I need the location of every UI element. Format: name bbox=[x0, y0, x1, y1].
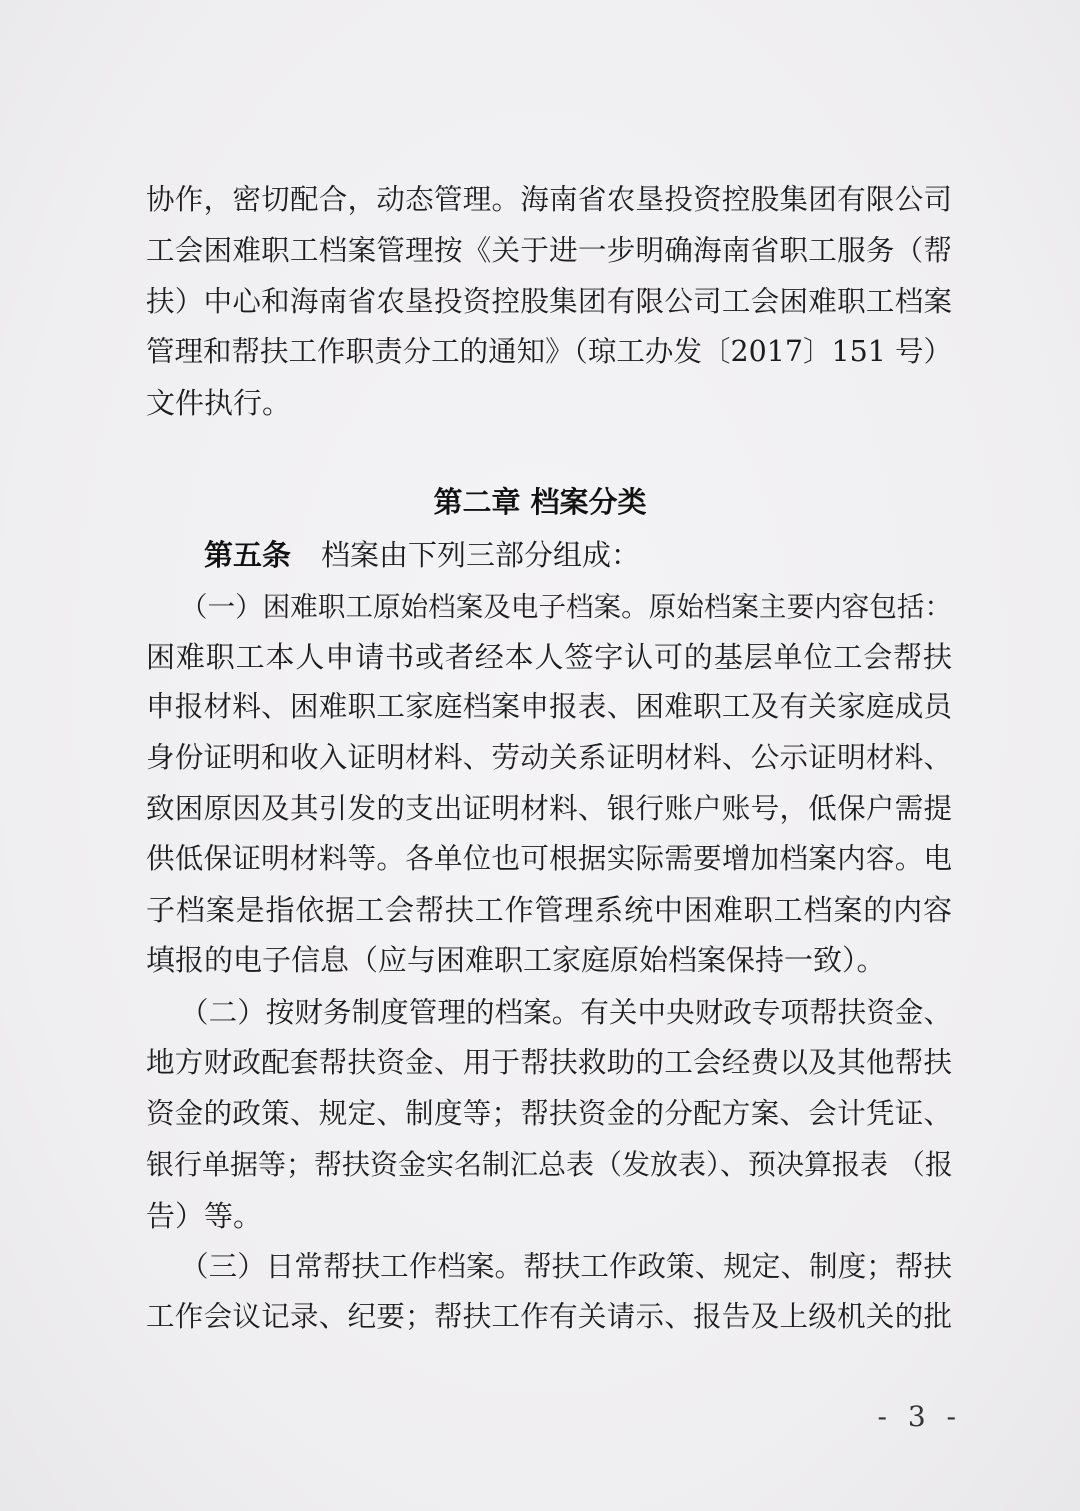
item2-line-5: 告）等。 bbox=[146, 1199, 263, 1233]
intro-line-5: 文件执行。 bbox=[146, 386, 292, 420]
article-title: 第五条 bbox=[204, 538, 292, 572]
item1-line-4: 身份证明和收入证明材料、劳动关系证明材料、公示证明材料、 bbox=[146, 741, 952, 774]
page-number: - 3 - bbox=[877, 1400, 962, 1433]
item1-line-7: 子档案是指依据工会帮扶工作管理系统中困难职工档案的内容 bbox=[146, 893, 952, 927]
item2-line-2: 地方财政配套帮扶资金、用于帮扶救助的工会经费以及其他帮扶 bbox=[146, 1046, 952, 1079]
intro-line-1: 协作，密切配合，动态管理。海南省农垦投资控股集团有限公司 bbox=[146, 183, 952, 216]
intro-line-3: 扶）中心和海南省农垦投资控股集团有限公司工会困难职工档案 bbox=[146, 285, 952, 318]
chapter-heading: 第二章 档案分类 bbox=[433, 485, 647, 519]
intro-line-2: 工会困难职工档案管理按《关于进一步明确海南省职工服务（帮 bbox=[146, 234, 952, 267]
item2-line-1: （二）按财务制度管理的档案。有关中央财政专项帮扶资金、 bbox=[180, 996, 952, 1029]
item2-line-3: 资金的政策、规定、制度等；帮扶资金的分配方案、会计凭证、 bbox=[146, 1097, 952, 1130]
intro-line-4: 管理和帮扶工作职责分工的通知》（琼工办发〔2017〕151 号） bbox=[146, 335, 952, 368]
item1-line-5: 致困原因及其引发的支出证明材料、银行账户账号，低保户需提 bbox=[146, 792, 952, 825]
item1-line-8: 填报的电子信息（应与困难职工家庭原始档案保持一致）。 bbox=[146, 943, 886, 977]
item1-line-1: （一）困难职工原始档案及电子档案。原始档案主要内容包括： bbox=[180, 591, 952, 623]
item2-line-4: 银行单据等；帮扶资金实名制汇总表（发放表）、预决算报表 （报 bbox=[146, 1148, 953, 1181]
item3-line-1: （三）日常帮扶工作档案。帮扶工作政策、规定、制度；帮扶 bbox=[180, 1250, 952, 1283]
item1-line-2: 困难职工本人申请书或者经本人签字认可的基层单位工会帮扶 bbox=[146, 640, 952, 674]
article-text: 档案由下列三部分组成： bbox=[321, 538, 641, 572]
article-line bbox=[204, 538, 952, 572]
item3-line-2: 工作会议记录、纪要；帮扶工作有关请示、报告及上级机关的批 bbox=[146, 1300, 952, 1333]
item1-line-6: 供低保证明材料等。各单位也可根据实际需要增加档案内容。电 bbox=[146, 842, 952, 875]
item1-line-3: 申报材料、困难职工家庭档案申报表、困难职工及有关家庭成员 bbox=[146, 690, 952, 723]
